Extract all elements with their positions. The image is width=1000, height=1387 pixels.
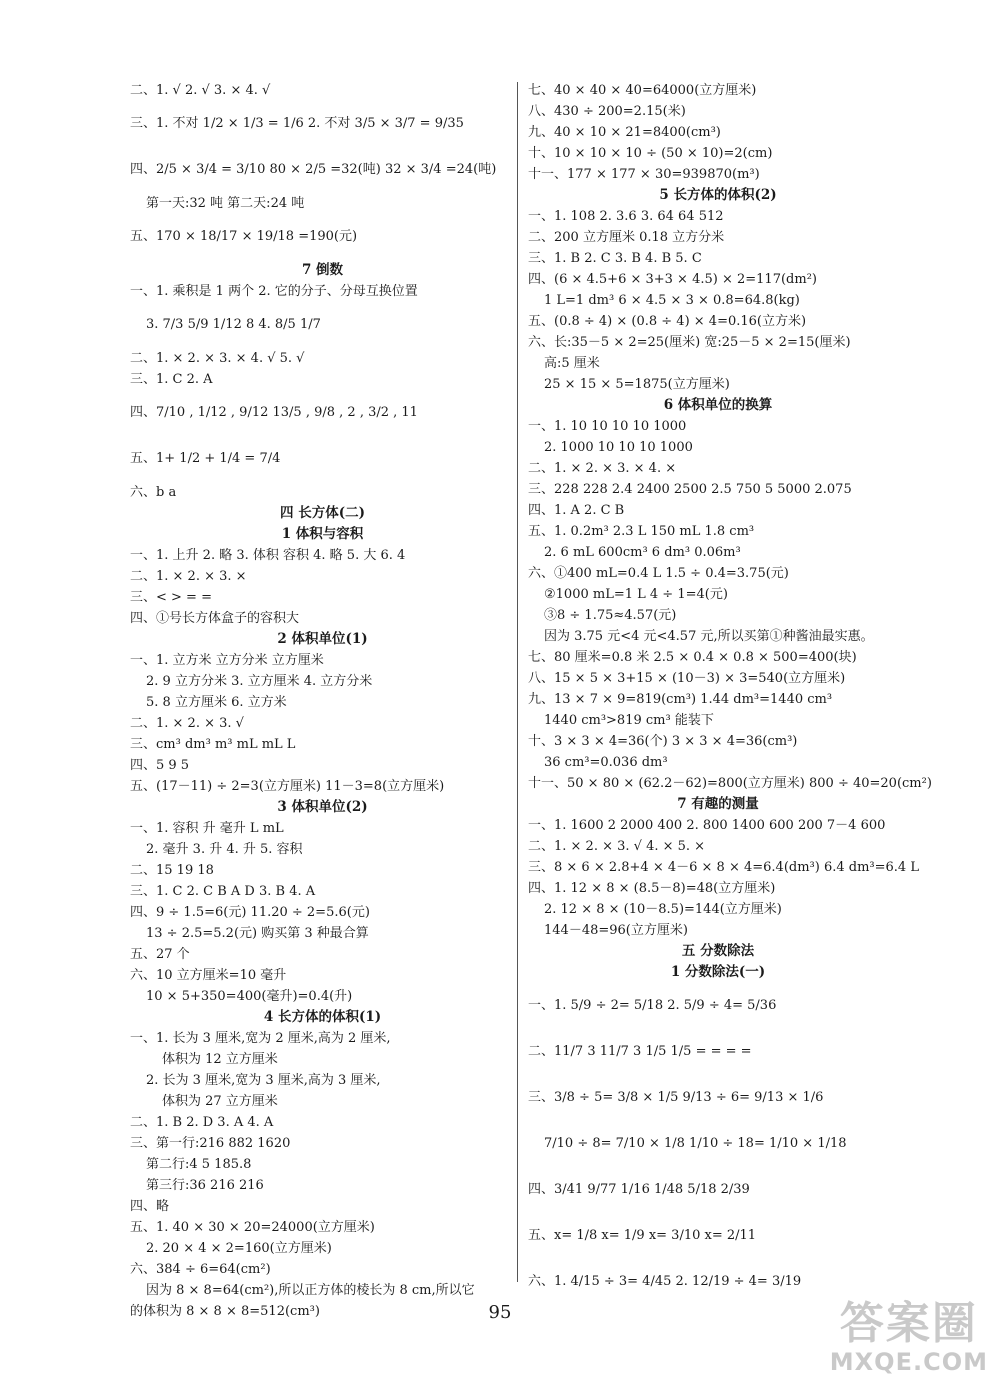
watermark-logo bbox=[830, 1300, 988, 1376]
answer-line: 一、1. 108 2. 3.6 3. 64 64 512 bbox=[528, 209, 724, 224]
answer-line: 四、7/10 , 1/12 , 9/12 13/5 , 9/8 , 2 , 3/2 , 11 bbox=[130, 405, 418, 420]
answer-line: 13 ÷ 2.5=5.2(元) 购买第 3 种最合算 bbox=[146, 926, 369, 941]
answer-line: 二、1. × 2. × 3. × 4. × bbox=[528, 461, 677, 476]
answer-line: 因为 3.75 元<4 元<4.57 元,所以买第①种酱油最实惠。 bbox=[544, 629, 874, 644]
column-divider bbox=[517, 82, 518, 1282]
answer-line: 二、1. × 2. × 3. √ bbox=[130, 716, 244, 731]
answer-line: 六、b a bbox=[130, 485, 177, 500]
answer-line: 七、40 × 40 × 40=64000(立方厘米) bbox=[528, 83, 757, 98]
answer-line: 六、384 ÷ 6=64(cm²) bbox=[130, 1262, 271, 1277]
answer-line: 二、1. × 2. × 3. √ 4. × 5. × bbox=[528, 839, 706, 854]
answer-line: 5. 8 立方厘米 6. 立方米 bbox=[146, 695, 287, 710]
section-heading: 1 分数除法(一) bbox=[670, 964, 766, 980]
answer-line: 二、11/7 3 11/7 3 1/5 1/5 = = = = bbox=[528, 1044, 752, 1059]
answer-line: 10 × 5+350=400(毫升)=0.4(升) bbox=[146, 989, 353, 1004]
answer-line: 八、15 × 5 × 3+15 × (10－3) × 3=540(立方厘米) bbox=[528, 671, 846, 686]
watermark-logo-text: 答案圈 bbox=[839, 1298, 978, 1349]
answer-column-left bbox=[130, 80, 515, 1322]
answer-line: 三、第一行:216 882 1620 bbox=[130, 1136, 291, 1151]
section-heading: 7 有趣的测量 bbox=[677, 796, 759, 812]
section-heading: 3 体积单位(2) bbox=[277, 799, 368, 815]
answer-line: 25 × 15 × 5=1875(立方厘米) bbox=[544, 377, 730, 392]
answer-line: 三、1. C 2. C B A D 3. B 4. A bbox=[130, 884, 316, 899]
answer-line: 一、1. 10 10 10 10 1000 bbox=[528, 419, 687, 434]
answer-line: 二、1. × 2. × 3. × bbox=[130, 569, 247, 584]
answer-line: 五、27 个 bbox=[130, 947, 190, 962]
section-heading: 7 倒数 bbox=[301, 262, 344, 278]
answer-line: 二、1. × 2. × 3. × 4. √ 5. √ bbox=[130, 351, 305, 366]
answer-line: 二、1. B 2. D 3. A 4. A bbox=[130, 1115, 274, 1130]
answer-line: 3. 7/3 5/9 1/12 8 4. 8/5 1/7 bbox=[146, 317, 321, 332]
section-heading: 1 体积与容积 bbox=[281, 526, 364, 542]
answer-line: 三、1. B 2. C 3. B 4. B 5. C bbox=[528, 251, 702, 266]
answer-line: 五、(17－11) ÷ 2=3(立方厘米) 11－3=8(立方厘米) bbox=[130, 779, 445, 794]
answer-line: 三、< > = = bbox=[130, 590, 212, 605]
answer-line: 三、228 228 2.4 2400 2500 2.5 750 5 5000 2.075 bbox=[528, 482, 852, 497]
answer-line: 五、(0.8 ÷ 4) × (0.8 ÷ 4) × 4=0.16(立方米) bbox=[528, 314, 807, 329]
answer-line: 一、1. 立方米 立方分米 立方厘米 bbox=[130, 653, 324, 668]
answer-line: 三、1. C 2. A bbox=[130, 372, 213, 387]
answer-line: 2. 9 立方分米 3. 立方厘米 4. 立方分米 bbox=[146, 674, 373, 689]
answer-line: 因为 8 × 8=64(cm²),所以正方体的棱长为 8 cm,所以它 bbox=[146, 1283, 475, 1298]
answer-column-right bbox=[528, 80, 932, 1305]
answer-line: 一、1. 5/9 ÷ 2= 5/18 2. 5/9 ÷ 4= 5/36 bbox=[528, 998, 777, 1013]
page-number: 95 bbox=[488, 1302, 512, 1323]
answer-line: 六、①400 mL=0.4 L 1.5 ÷ 0.4=3.75(元) bbox=[528, 566, 789, 581]
answer-line: 六、长:35－5 × 2=25(厘米) 宽:25－5 × 2=15(厘米) bbox=[528, 335, 851, 350]
answer-line: 36 cm³=0.036 dm³ bbox=[544, 755, 668, 770]
answer-line: 十一、50 × 80 × (62.2－62)=800(立方厘米) 800 ÷ 40=20(cm²) bbox=[528, 776, 932, 791]
answer-line: 1 L=1 dm³ 6 × 4.5 × 3 × 0.8=64.8(kg) bbox=[544, 293, 800, 308]
answer-line: 一、1. 上升 2. 略 3. 体积 容积 4. 略 5. 大 6. 4 bbox=[130, 548, 406, 563]
answer-line: 四、(6 × 4.5+6 × 3+3 × 4.5) × 2=117(dm²) bbox=[528, 272, 817, 287]
answer-line: 四、2/5 × 3/4 = 3/10 80 × 2/5 =32(吨) 32 × 3/4 =24(吨) bbox=[130, 162, 497, 177]
answer-line: 第三行:36 216 216 bbox=[146, 1178, 264, 1193]
answer-line: 九、13 × 7 × 9=819(cm³) 1.44 dm³=1440 cm³ bbox=[528, 692, 833, 707]
answer-line: 二、200 立方厘米 0.18 立方分米 bbox=[528, 230, 725, 245]
answer-line: 第二行:4 5 185.8 bbox=[146, 1157, 252, 1172]
answer-line: 2. 长为 3 厘米,宽为 3 厘米,高为 3 厘米, bbox=[146, 1073, 381, 1088]
answer-line: 四、1. 12 × 8 × (8.5－8)=48(立方厘米) bbox=[528, 881, 776, 896]
answer-line: 2. 1000 10 10 10 1000 bbox=[544, 440, 693, 455]
answer-line: 五、1. 0.2m³ 2.3 L 150 mL 1.8 cm³ bbox=[528, 524, 755, 539]
answer-line: 八、430 ÷ 200=2.15(米) bbox=[528, 104, 686, 119]
answer-line: 七、80 厘米=0.8 米 2.5 × 0.4 × 0.8 × 500=400(块) bbox=[528, 650, 857, 665]
answer-line: 五、1+ 1/2 + 1/4 = 7/4 bbox=[130, 451, 281, 466]
answer-line: ③8 ÷ 1.75≈4.57(元) bbox=[544, 608, 677, 623]
answer-line: 第一天:32 吨 第二天:24 吨 bbox=[146, 196, 305, 211]
section-heading: 5 长方体的体积(2) bbox=[659, 187, 777, 203]
answer-line: 2. 6 mL 600cm³ 6 dm³ 0.06m³ bbox=[544, 545, 741, 560]
answer-line: 一、1. 1600 2 2000 400 2. 800 1400 600 200 7－4 600 bbox=[528, 818, 886, 833]
answer-line: 十、10 × 10 × 10 ÷ (50 × 10)=2(cm) bbox=[528, 146, 773, 161]
answer-line: 1440 cm³>819 cm³ 能装下 bbox=[544, 713, 714, 728]
section-heading: 2 体积单位(1) bbox=[277, 631, 368, 647]
answer-line: 九、40 × 10 × 21=8400(cm³) bbox=[528, 125, 721, 140]
answer-line: 四、略 bbox=[130, 1199, 170, 1214]
answer-line: 高:5 厘米 bbox=[544, 356, 600, 371]
answer-line: 体积为 12 立方厘米 bbox=[162, 1052, 278, 1067]
answer-line: ②1000 mL=1 L 4 ÷ 1=4(元) bbox=[544, 587, 728, 602]
answer-line: 2. 12 × 8 × (10－8.5)=144(立方厘米) bbox=[544, 902, 782, 917]
answer-line: 六、10 立方厘米=10 毫升 bbox=[130, 968, 287, 983]
answer-line: 四、1. A 2. C B bbox=[528, 503, 625, 518]
answer-line: 三、1. 不对 1/2 × 1/3 = 1/6 2. 不对 3/5 × 3/7 = 9/35 bbox=[130, 116, 464, 131]
answer-line: 十一、177 × 177 × 30=939870(m³) bbox=[528, 167, 760, 182]
answer-line: 2. 毫升 3. 升 4. 升 5. 容积 bbox=[146, 842, 303, 857]
answer-line: 四、5 9 5 bbox=[130, 758, 190, 773]
answer-line: 四、9 ÷ 1.5=6(元) 11.20 ÷ 2=5.6(元) bbox=[130, 905, 370, 920]
answer-line: 一、1. 乘积是 1 两个 2. 它的分子、分母互换位置 bbox=[130, 284, 418, 299]
answer-line: 体积为 27 立方厘米 bbox=[162, 1094, 278, 1109]
answer-line: 二、1. √ 2. √ 3. × 4. √ bbox=[130, 83, 271, 98]
watermark-url: MXQE.COM bbox=[829, 1348, 988, 1376]
answer-line: 7/10 ÷ 8= 7/10 × 1/8 1/10 ÷ 18= 1/10 × 1/18 bbox=[544, 1136, 847, 1151]
answer-line: 四、①号长方体盒子的容积大 bbox=[130, 611, 300, 626]
answer-line: 六、1. 4/15 ÷ 3= 4/45 2. 12/19 ÷ 4= 3/19 bbox=[528, 1274, 802, 1289]
answer-line: 的体积为 8 × 8 × 8=512(cm³) bbox=[130, 1304, 320, 1319]
section-heading: 4 长方体的体积(1) bbox=[263, 1009, 382, 1025]
answer-line: 二、15 19 18 bbox=[130, 863, 214, 878]
answer-line: 十、3 × 3 × 4=36(个) 3 × 3 × 4=36(cm³) bbox=[528, 734, 798, 749]
section-heading: 四 长方体(二) bbox=[280, 505, 365, 521]
answer-line: 三、8 × 6 × 2.8+4 × 4－6 × 8 × 4=6.4(dm³) 6.4 dm³=6.4 L bbox=[528, 860, 919, 875]
section-heading: 6 体积单位的换算 bbox=[663, 397, 773, 413]
section-heading: 五 分数除法 bbox=[681, 943, 755, 959]
answer-line: 五、170 × 18/17 × 19/18 =190(元) bbox=[130, 229, 358, 244]
answer-line: 一、1. 容积 升 毫升 L mL bbox=[130, 821, 284, 836]
answer-line: 2. 20 × 4 × 2=160(立方厘米) bbox=[146, 1241, 332, 1256]
answer-line: 三、cm³ dm³ m³ mL mL L bbox=[130, 737, 296, 752]
answer-line: 三、3/8 ÷ 5= 3/8 × 1/5 9/13 ÷ 6= 9/13 × 1/6 bbox=[528, 1090, 824, 1105]
answer-line: 五、x= 1/8 x= 1/9 x= 3/10 x= 2/11 bbox=[528, 1228, 757, 1243]
answer-line: 144－48=96(立方厘米) bbox=[544, 923, 688, 938]
answer-line: 四、3/41 9/77 1/16 1/48 5/18 2/39 bbox=[528, 1182, 750, 1197]
answer-line: 一、1. 长为 3 厘米,宽为 2 厘米,高为 2 厘米, bbox=[130, 1031, 391, 1046]
answer-line: 五、1. 40 × 30 × 20=24000(立方厘米) bbox=[130, 1220, 375, 1235]
